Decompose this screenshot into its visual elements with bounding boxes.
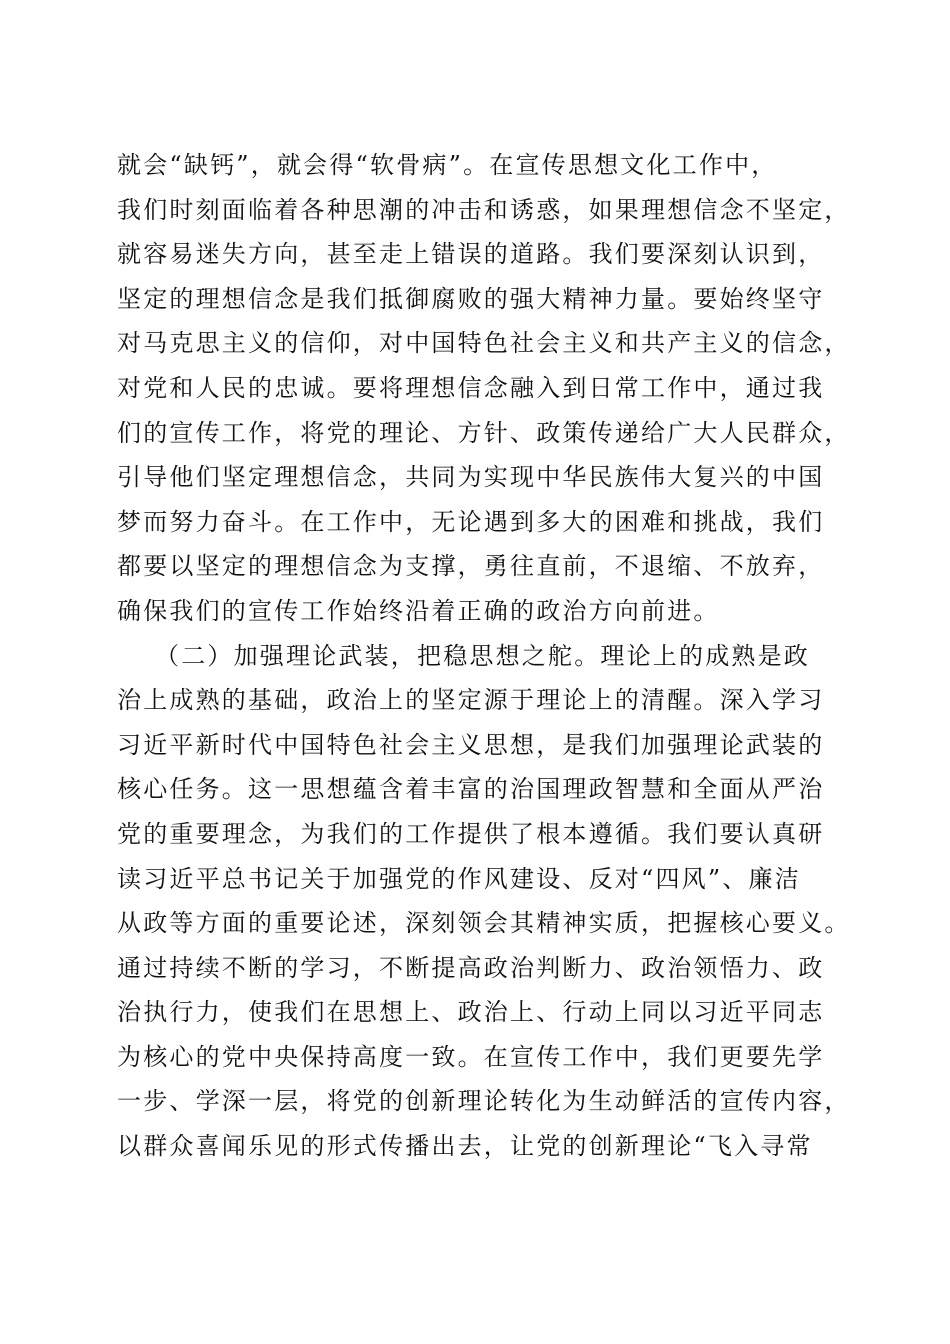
text-line: 治上成熟的基础，政治上的坚定源于理论上的清醒。深入学习 (117, 686, 825, 715)
text-line: 核心任务。这一思想蕴含着丰富的治国理政智慧和全面从严治 (117, 775, 825, 804)
text-line: 以群众喜闻乐见的形式传播出去，让党的创新理论“飞入寻常 (117, 1132, 813, 1161)
text-line: （二）加强理论武装，把稳思想之舵。理论上的成熟是政 (155, 641, 810, 670)
text-line: 确保我们的宣传工作始终沿着正确的政治方向前进。 (117, 596, 720, 625)
text-line: 习近平新时代中国特色社会主义思想，是我们加强理论武装的 (117, 730, 825, 759)
document-page (117, 143, 877, 1169)
text-line: 一步、学深一层，将党的创新理论转化为生动鲜活的宣传内容， (117, 1087, 851, 1116)
text-line: 都要以坚定的理想信念为支撑，勇往直前，不退缩、不放弃， (117, 552, 825, 581)
text-line: 从政等方面的重要论述，深刻领会其精神实质，把握核心要义。 (117, 909, 851, 938)
paragraph (117, 634, 877, 1169)
text-line: 就容易迷失方向，甚至走上错误的道路。我们要深刻认识到， (117, 240, 825, 269)
text-line: 对马克思主义的信仰，对中国特色社会主义和共产主义的信念， (117, 329, 851, 358)
text-line: 对党和人民的忠诚。要将理想信念融入到日常工作中，通过我 (117, 373, 825, 402)
text-line: 我们时刻面临着各种思潮的冲击和诱惑，如果理想信念不坚定， (117, 195, 851, 224)
text-line: 为核心的党中央保持高度一致。在宣传工作中，我们更要先学 (117, 1042, 825, 1071)
text-line: 读习近平总书记关于加强党的作风建设、反对“四风”、廉洁 (117, 864, 801, 893)
text-line: 就会“缺钙”，就会得“软骨病”。在宣传思想文化工作中， (117, 151, 778, 179)
text-line: 们的宣传工作，将党的理论、方针、政策传递给广大人民群众， (117, 418, 851, 447)
text-line: 梦而努力奋斗。在工作中，无论遇到多大的困难和挑战，我们 (117, 507, 825, 536)
text-line: 坚定的理想信念是我们抵御腐败的强大精神力量。要始终坚守 (117, 284, 825, 313)
text-line: 治执行力，使我们在思想上、政治上、行动上同以习近平同志 (117, 998, 825, 1027)
paragraph (117, 143, 877, 634)
text-line: 党的重要理念，为我们的工作提供了根本遵循。我们要认真研 (117, 819, 825, 848)
text-line: 引导他们坚定理想信念，共同为实现中华民族伟大复兴的中国 (117, 463, 825, 492)
text-line: 通过持续不断的学习，不断提高政治判断力、政治领悟力、政 (117, 953, 825, 982)
